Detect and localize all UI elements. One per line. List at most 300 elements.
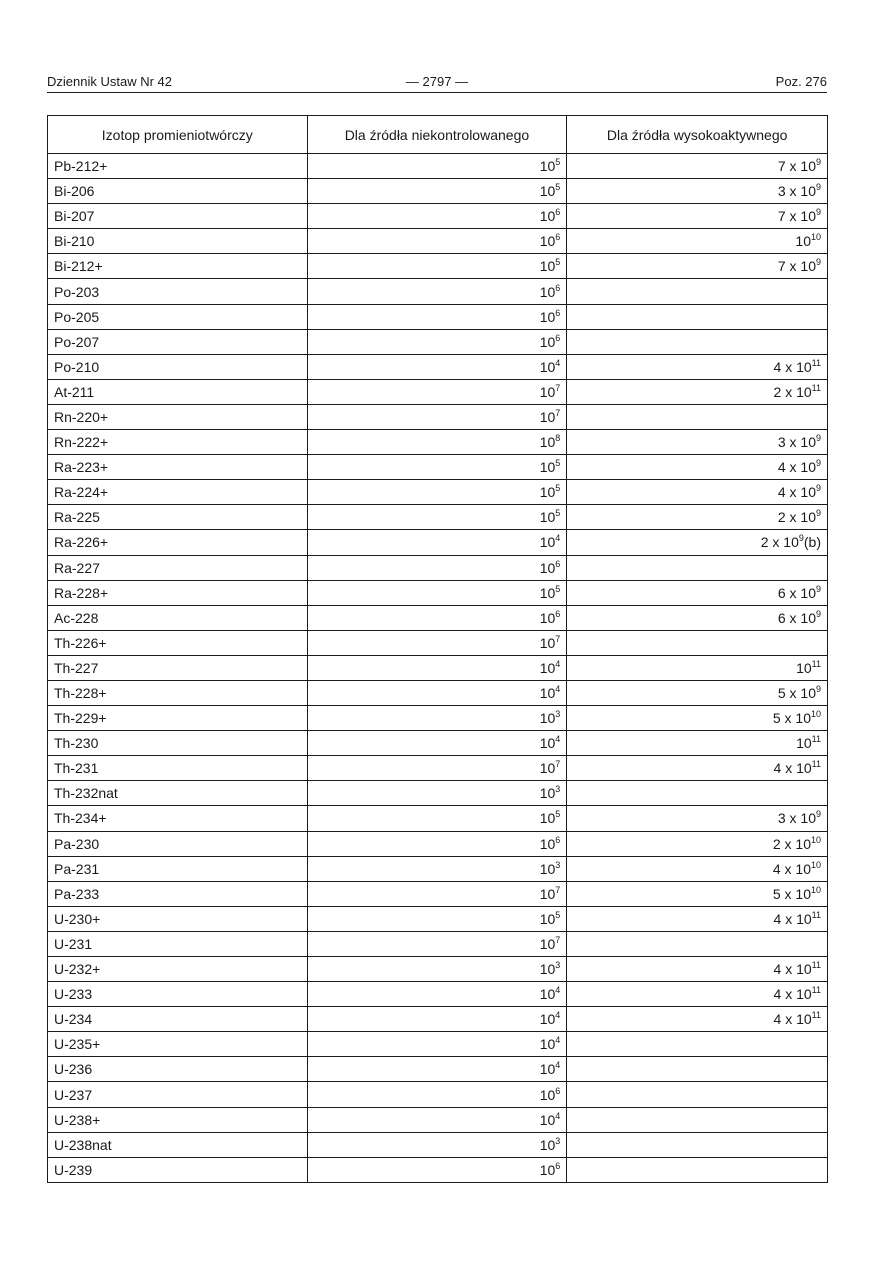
uncontrolled-base: 10 xyxy=(539,208,556,225)
high-activity-limit-cell xyxy=(567,254,828,279)
uncontrolled-limit-cell xyxy=(307,881,567,906)
uncontrolled-exponent: 5 xyxy=(555,809,561,820)
column-header-uncontrolled: Dla źródła niekontrolowanego xyxy=(307,116,567,154)
table-row xyxy=(48,1007,828,1032)
uncontrolled-base: 10 xyxy=(539,559,556,576)
uncontrolled-limit-cell xyxy=(307,706,567,731)
uncontrolled-base: 10 xyxy=(539,885,556,902)
uncontrolled-exponent: 4 xyxy=(555,985,561,996)
uncontrolled-exponent: 7 xyxy=(555,884,561,895)
uncontrolled-exponent: 4 xyxy=(555,533,561,544)
uncontrolled-exponent: 6 xyxy=(555,608,561,619)
table-row xyxy=(48,1132,828,1157)
high-activity-footnote: (b) xyxy=(803,534,821,551)
high-activity-mantissa: 10 xyxy=(796,659,812,676)
uncontrolled-base: 10 xyxy=(539,459,556,476)
uncontrolled-exponent: 6 xyxy=(555,207,561,218)
uncontrolled-exponent: 3 xyxy=(555,960,561,971)
isotope-cell: Bi-210 xyxy=(48,229,308,254)
uncontrolled-base: 10 xyxy=(539,1111,556,1128)
table-row xyxy=(48,179,828,204)
uncontrolled-limit-cell xyxy=(307,1107,567,1132)
isotope-cell: U-237 xyxy=(48,1082,308,1107)
uncontrolled-limit-cell xyxy=(307,354,567,379)
high-activity-mantissa: 6 x 10 xyxy=(777,584,816,601)
high-activity-limit-cell xyxy=(567,806,828,831)
table-row xyxy=(48,856,828,881)
uncontrolled-base: 10 xyxy=(539,810,556,827)
isotope-cell: Pa-230 xyxy=(48,831,308,856)
high-activity-limit-cell xyxy=(567,831,828,856)
uncontrolled-limit-cell xyxy=(307,806,567,831)
high-activity-mantissa: 4 x 10 xyxy=(777,459,816,476)
high-activity-mantissa: 2 x 10 xyxy=(773,383,812,400)
high-activity-exponent: 11 xyxy=(811,909,821,920)
high-activity-limit-cell xyxy=(567,530,828,555)
uncontrolled-exponent: 6 xyxy=(555,834,561,845)
table-row xyxy=(48,781,828,806)
isotope-cell: Rn-220+ xyxy=(48,404,308,429)
uncontrolled-limit-cell xyxy=(307,957,567,982)
table-row xyxy=(48,154,828,179)
high-activity-mantissa: 4 x 10 xyxy=(773,358,812,375)
high-activity-exponent: 11 xyxy=(811,759,821,770)
high-activity-exponent: 11 xyxy=(811,382,821,393)
high-activity-exponent: 10 xyxy=(810,709,821,720)
isotope-cell: Po-203 xyxy=(48,279,308,304)
uncontrolled-limit-cell xyxy=(307,605,567,630)
high-activity-limit-cell xyxy=(567,931,828,956)
uncontrolled-base: 10 xyxy=(539,283,556,300)
table-row xyxy=(48,555,828,580)
uncontrolled-exponent: 5 xyxy=(555,182,561,193)
isotope-cell: Bi-206 xyxy=(48,179,308,204)
uncontrolled-limit-cell xyxy=(307,630,567,655)
uncontrolled-limit-cell xyxy=(307,204,567,229)
table-row xyxy=(48,354,828,379)
uncontrolled-base: 10 xyxy=(539,358,556,375)
high-activity-limit-cell xyxy=(567,179,828,204)
high-activity-mantissa: 4 x 10 xyxy=(777,484,816,501)
journal-title: Dziennik Ustaw Nr 42 xyxy=(47,74,172,89)
isotope-cell: Bi-207 xyxy=(48,204,308,229)
table-row xyxy=(48,229,828,254)
isotope-cell: Rn-222+ xyxy=(48,430,308,455)
uncontrolled-base: 10 xyxy=(539,534,556,551)
high-activity-mantissa: 10 xyxy=(796,735,812,752)
high-activity-mantissa: 4 x 10 xyxy=(773,961,812,978)
uncontrolled-limit-cell xyxy=(307,1032,567,1057)
uncontrolled-base: 10 xyxy=(539,710,556,727)
isotope-cell: Po-210 xyxy=(48,354,308,379)
high-activity-limit-cell xyxy=(567,706,828,731)
high-activity-mantissa: 4 x 10 xyxy=(773,1011,812,1028)
high-activity-exponent: 11 xyxy=(811,1010,821,1021)
isotope-cell: Th-229+ xyxy=(48,706,308,731)
high-activity-limit-cell xyxy=(567,379,828,404)
high-activity-limit-cell xyxy=(567,354,828,379)
table-row xyxy=(48,329,828,354)
high-activity-mantissa: 4 x 10 xyxy=(773,760,812,777)
uncontrolled-base: 10 xyxy=(539,735,556,752)
table-row xyxy=(48,1032,828,1057)
high-activity-exponent: 11 xyxy=(811,985,821,996)
high-activity-exponent: 9 xyxy=(815,508,821,519)
high-activity-mantissa: 6 x 10 xyxy=(777,609,816,626)
table-row xyxy=(48,706,828,731)
isotope-cell: Th-228+ xyxy=(48,680,308,705)
uncontrolled-exponent: 4 xyxy=(555,1010,561,1021)
uncontrolled-limit-cell xyxy=(307,982,567,1007)
table-row xyxy=(48,530,828,555)
isotope-cell: U-239 xyxy=(48,1157,308,1182)
uncontrolled-exponent: 4 xyxy=(555,1035,561,1046)
high-activity-limit-cell xyxy=(567,906,828,931)
uncontrolled-exponent: 7 xyxy=(555,759,561,770)
column-header-high-activity: Dla źródła wysokoaktywnego xyxy=(567,116,828,154)
high-activity-mantissa: 2 x 10 xyxy=(777,509,816,526)
isotope-cell: U-234 xyxy=(48,1007,308,1032)
table-row xyxy=(48,580,828,605)
high-activity-exponent: 9 xyxy=(815,182,821,193)
uncontrolled-limit-cell xyxy=(307,229,567,254)
uncontrolled-limit-cell xyxy=(307,379,567,404)
high-activity-mantissa: 7 x 10 xyxy=(777,208,816,225)
uncontrolled-exponent: 6 xyxy=(555,1160,561,1171)
high-activity-mantissa: 4 x 10 xyxy=(772,860,811,877)
uncontrolled-exponent: 5 xyxy=(555,157,561,168)
uncontrolled-base: 10 xyxy=(539,1161,556,1178)
uncontrolled-limit-cell xyxy=(307,906,567,931)
isotope-cell: Ac-228 xyxy=(48,605,308,630)
high-activity-limit-cell xyxy=(567,655,828,680)
isotope-cell: Po-207 xyxy=(48,329,308,354)
uncontrolled-base: 10 xyxy=(539,835,556,852)
high-activity-limit-cell xyxy=(567,957,828,982)
high-activity-limit-cell xyxy=(567,1157,828,1182)
table-row xyxy=(48,1082,828,1107)
high-activity-mantissa: 5 x 10 xyxy=(772,710,811,727)
table-header-row xyxy=(48,116,828,154)
table-row xyxy=(48,831,828,856)
column-header-isotope: Izotop promieniotwórczy xyxy=(48,116,308,154)
high-activity-limit-cell xyxy=(567,781,828,806)
isotope-cell: Ra-226+ xyxy=(48,530,308,555)
uncontrolled-base: 10 xyxy=(539,183,556,200)
uncontrolled-base: 10 xyxy=(539,609,556,626)
table-row xyxy=(48,957,828,982)
uncontrolled-exponent: 8 xyxy=(555,433,561,444)
uncontrolled-base: 10 xyxy=(539,910,556,927)
table-row xyxy=(48,1107,828,1132)
uncontrolled-exponent: 4 xyxy=(555,684,561,695)
table-row xyxy=(48,806,828,831)
table-row xyxy=(48,731,828,756)
page-header xyxy=(47,72,827,93)
uncontrolled-limit-cell xyxy=(307,680,567,705)
high-activity-mantissa: 3 x 10 xyxy=(777,434,816,451)
isotope-cell: U-233 xyxy=(48,982,308,1007)
high-activity-exponent: 10 xyxy=(810,859,821,870)
isotope-cell: Pb-212+ xyxy=(48,154,308,179)
high-activity-limit-cell xyxy=(567,580,828,605)
isotope-cell: Th-232nat xyxy=(48,781,308,806)
uncontrolled-limit-cell xyxy=(307,555,567,580)
isotope-table xyxy=(47,115,828,1183)
uncontrolled-base: 10 xyxy=(539,685,556,702)
high-activity-limit-cell xyxy=(567,1007,828,1032)
high-activity-limit-cell xyxy=(567,404,828,429)
uncontrolled-base: 10 xyxy=(539,333,556,350)
high-activity-mantissa: 7 x 10 xyxy=(777,158,816,175)
uncontrolled-exponent: 7 xyxy=(555,633,561,644)
uncontrolled-exponent: 4 xyxy=(555,734,561,745)
uncontrolled-exponent: 5 xyxy=(555,508,561,519)
uncontrolled-limit-cell xyxy=(307,505,567,530)
isotope-cell: Th-227 xyxy=(48,655,308,680)
uncontrolled-base: 10 xyxy=(539,383,556,400)
high-activity-mantissa: 7 x 10 xyxy=(777,258,816,275)
isotope-cell: Pa-231 xyxy=(48,856,308,881)
uncontrolled-limit-cell xyxy=(307,404,567,429)
uncontrolled-exponent: 7 xyxy=(555,407,561,418)
isotope-cell: U-232+ xyxy=(48,957,308,982)
uncontrolled-base: 10 xyxy=(539,1011,556,1028)
table-row xyxy=(48,430,828,455)
isotope-cell: U-236 xyxy=(48,1057,308,1082)
uncontrolled-base: 10 xyxy=(539,986,556,1003)
uncontrolled-exponent: 3 xyxy=(555,1135,561,1146)
isotope-cell: Ra-227 xyxy=(48,555,308,580)
uncontrolled-base: 10 xyxy=(539,484,556,501)
uncontrolled-limit-cell xyxy=(307,430,567,455)
uncontrolled-exponent: 6 xyxy=(555,307,561,318)
uncontrolled-limit-cell xyxy=(307,480,567,505)
high-activity-exponent: 11 xyxy=(811,734,821,745)
uncontrolled-limit-cell xyxy=(307,781,567,806)
uncontrolled-limit-cell xyxy=(307,831,567,856)
uncontrolled-exponent: 7 xyxy=(555,934,561,945)
uncontrolled-base: 10 xyxy=(539,1061,556,1078)
high-activity-mantissa: 2 x 10 xyxy=(772,835,811,852)
table-row xyxy=(48,906,828,931)
uncontrolled-limit-cell xyxy=(307,1082,567,1107)
isotope-cell: Th-231 xyxy=(48,756,308,781)
uncontrolled-limit-cell xyxy=(307,931,567,956)
uncontrolled-exponent: 5 xyxy=(555,257,561,268)
uncontrolled-exponent: 6 xyxy=(555,232,561,243)
table-row xyxy=(48,931,828,956)
high-activity-limit-cell xyxy=(567,555,828,580)
high-activity-limit-cell xyxy=(567,1082,828,1107)
high-activity-exponent: 11 xyxy=(811,357,821,368)
page-number: — 2797 — xyxy=(405,74,469,89)
high-activity-limit-cell xyxy=(567,1132,828,1157)
table-row xyxy=(48,455,828,480)
high-activity-limit-cell xyxy=(567,204,828,229)
table-row xyxy=(48,605,828,630)
isotope-cell: Ra-225 xyxy=(48,505,308,530)
high-activity-exponent: 9 xyxy=(815,458,821,469)
high-activity-limit-cell xyxy=(567,1107,828,1132)
high-activity-limit-cell xyxy=(567,304,828,329)
table-row xyxy=(48,655,828,680)
high-activity-limit-cell xyxy=(567,881,828,906)
isotope-cell: Ra-223+ xyxy=(48,455,308,480)
high-activity-limit-cell xyxy=(567,731,828,756)
high-activity-mantissa: 3 x 10 xyxy=(777,183,816,200)
position-number: Poz. 276 xyxy=(775,74,827,89)
high-activity-exponent: 10 xyxy=(810,834,821,845)
table-row xyxy=(48,279,828,304)
high-activity-limit-cell xyxy=(567,1032,828,1057)
uncontrolled-base: 10 xyxy=(539,584,556,601)
table-row xyxy=(48,881,828,906)
high-activity-limit-cell xyxy=(567,856,828,881)
high-activity-exponent: 9 xyxy=(815,207,821,218)
isotope-cell: U-230+ xyxy=(48,906,308,931)
uncontrolled-limit-cell xyxy=(307,455,567,480)
high-activity-exponent: 9 xyxy=(815,809,821,820)
table-row xyxy=(48,379,828,404)
high-activity-exponent: 9 xyxy=(815,684,821,695)
uncontrolled-limit-cell xyxy=(307,1157,567,1182)
high-activity-limit-cell xyxy=(567,1057,828,1082)
table-row xyxy=(48,1057,828,1082)
table-row xyxy=(48,204,828,229)
uncontrolled-exponent: 3 xyxy=(555,709,561,720)
high-activity-exponent: 10 xyxy=(810,884,821,895)
high-activity-exponent: 9 xyxy=(815,608,821,619)
uncontrolled-base: 10 xyxy=(539,158,556,175)
table-body xyxy=(48,154,828,1183)
uncontrolled-limit-cell xyxy=(307,1057,567,1082)
uncontrolled-exponent: 6 xyxy=(555,282,561,293)
uncontrolled-limit-cell xyxy=(307,756,567,781)
table-row xyxy=(48,304,828,329)
uncontrolled-exponent: 5 xyxy=(555,458,561,469)
high-activity-mantissa: 3 x 10 xyxy=(777,810,816,827)
table-row xyxy=(48,982,828,1007)
high-activity-limit-cell xyxy=(567,756,828,781)
uncontrolled-base: 10 xyxy=(539,233,556,250)
high-activity-mantissa: 4 x 10 xyxy=(773,986,812,1003)
uncontrolled-limit-cell xyxy=(307,655,567,680)
table-row xyxy=(48,404,828,429)
isotope-cell: At-211 xyxy=(48,379,308,404)
isotope-cell: Po-205 xyxy=(48,304,308,329)
uncontrolled-exponent: 4 xyxy=(555,357,561,368)
table-row xyxy=(48,1157,828,1182)
uncontrolled-base: 10 xyxy=(539,509,556,526)
high-activity-mantissa: 2 x 10 xyxy=(760,534,799,551)
uncontrolled-limit-cell xyxy=(307,580,567,605)
uncontrolled-exponent: 4 xyxy=(555,1110,561,1121)
isotope-cell: Th-234+ xyxy=(48,806,308,831)
uncontrolled-limit-cell xyxy=(307,154,567,179)
uncontrolled-exponent: 5 xyxy=(555,583,561,594)
uncontrolled-base: 10 xyxy=(539,961,556,978)
uncontrolled-limit-cell xyxy=(307,856,567,881)
high-activity-mantissa: 5 x 10 xyxy=(777,685,816,702)
high-activity-limit-cell xyxy=(567,279,828,304)
table-row xyxy=(48,505,828,530)
table-row xyxy=(48,680,828,705)
uncontrolled-exponent: 6 xyxy=(555,558,561,569)
uncontrolled-limit-cell xyxy=(307,179,567,204)
high-activity-exponent: 9 xyxy=(815,433,821,444)
uncontrolled-exponent: 4 xyxy=(555,658,561,669)
uncontrolled-base: 10 xyxy=(539,308,556,325)
uncontrolled-base: 10 xyxy=(539,760,556,777)
high-activity-limit-cell xyxy=(567,680,828,705)
high-activity-exponent: 9 xyxy=(798,533,804,544)
uncontrolled-base: 10 xyxy=(539,785,556,802)
uncontrolled-limit-cell xyxy=(307,1007,567,1032)
uncontrolled-limit-cell xyxy=(307,731,567,756)
high-activity-exponent: 9 xyxy=(815,583,821,594)
isotope-cell: U-238nat xyxy=(48,1132,308,1157)
uncontrolled-exponent: 4 xyxy=(555,1060,561,1071)
isotope-cell: Ra-228+ xyxy=(48,580,308,605)
uncontrolled-exponent: 3 xyxy=(555,784,561,795)
high-activity-exponent: 9 xyxy=(815,157,821,168)
uncontrolled-limit-cell xyxy=(307,279,567,304)
isotope-cell: Pa-233 xyxy=(48,881,308,906)
uncontrolled-limit-cell xyxy=(307,530,567,555)
high-activity-mantissa: 10 xyxy=(795,233,811,250)
uncontrolled-base: 10 xyxy=(539,860,556,877)
high-activity-limit-cell xyxy=(567,154,828,179)
table-row xyxy=(48,630,828,655)
high-activity-exponent: 9 xyxy=(815,483,821,494)
uncontrolled-limit-cell xyxy=(307,304,567,329)
uncontrolled-base: 10 xyxy=(539,434,556,451)
isotope-cell: U-238+ xyxy=(48,1107,308,1132)
uncontrolled-exponent: 3 xyxy=(555,859,561,870)
high-activity-exponent: 11 xyxy=(811,960,821,971)
isotope-cell: U-231 xyxy=(48,931,308,956)
high-activity-exponent: 9 xyxy=(815,257,821,268)
high-activity-mantissa: 4 x 10 xyxy=(773,910,812,927)
uncontrolled-base: 10 xyxy=(539,1036,556,1053)
high-activity-exponent: 11 xyxy=(811,658,821,669)
high-activity-limit-cell xyxy=(567,630,828,655)
high-activity-limit-cell xyxy=(567,605,828,630)
table-row xyxy=(48,756,828,781)
uncontrolled-limit-cell xyxy=(307,254,567,279)
high-activity-limit-cell xyxy=(567,430,828,455)
high-activity-limit-cell xyxy=(567,329,828,354)
uncontrolled-exponent: 5 xyxy=(555,909,561,920)
uncontrolled-limit-cell xyxy=(307,329,567,354)
isotope-cell: Bi-212+ xyxy=(48,254,308,279)
high-activity-limit-cell xyxy=(567,982,828,1007)
uncontrolled-base: 10 xyxy=(539,634,556,651)
uncontrolled-base: 10 xyxy=(539,258,556,275)
uncontrolled-exponent: 6 xyxy=(555,1085,561,1096)
uncontrolled-base: 10 xyxy=(539,935,556,952)
table-row xyxy=(48,480,828,505)
uncontrolled-exponent: 6 xyxy=(555,332,561,343)
uncontrolled-base: 10 xyxy=(539,408,556,425)
uncontrolled-exponent: 7 xyxy=(555,382,561,393)
high-activity-limit-cell xyxy=(567,480,828,505)
isotope-cell: Th-230 xyxy=(48,731,308,756)
isotope-cell: Ra-224+ xyxy=(48,480,308,505)
high-activity-limit-cell xyxy=(567,229,828,254)
table-row xyxy=(48,254,828,279)
